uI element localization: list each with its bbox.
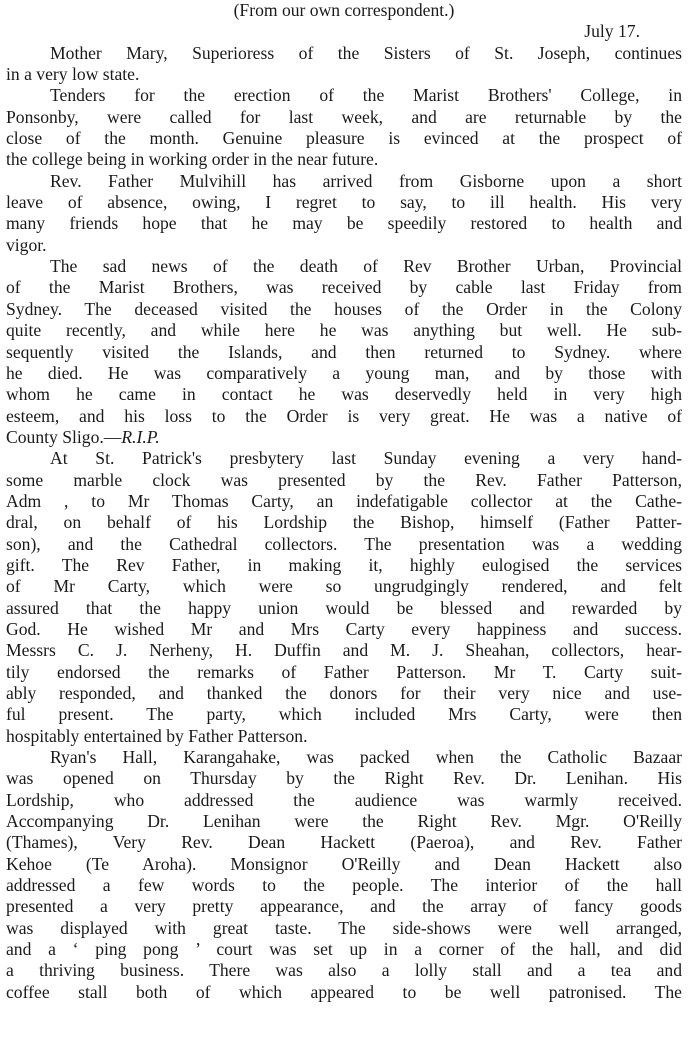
text-line: God. He wished Mr and Mrs Carty every happiness and success. <box>6 618 682 639</box>
paragraph-marist-college-tenders <box>6 85 682 170</box>
text-line: Ryan's Hall, Karangahake, was packed when the Catholic Bazaar <box>50 747 682 768</box>
text-line: hospitably entertained by Father Patterson. <box>6 725 308 746</box>
closing-text: County Sligo.— <box>6 426 122 447</box>
text-line: was opened on Thursday by the Right Rev. Dr. Lenihan. His <box>6 768 682 789</box>
text-line: he died. He was comparatively a young man, and by those with <box>6 362 682 383</box>
text-line: Rev. Father Mulvihill has arrived from Gisborne upon a short <box>50 170 682 191</box>
text-line: Ponsonby, were called for last week, and are returnable by the <box>6 106 682 127</box>
text-line: dral, on behalf of his Lordship the Bishop, himself (Father Patter- <box>6 512 682 533</box>
text-line: the college being in working order in the near future. <box>6 149 379 170</box>
text-line: ably responded, and thanked the donors for their very nice and use- <box>6 683 682 703</box>
newspaper-column <box>6 0 682 1003</box>
text-line: ful present. The party, which included Mrs Carty, were then <box>6 704 682 725</box>
paragraph-sisters-of-st-joseph <box>6 43 682 86</box>
text-line: and a ‘ ping pong ’ court was set up in a corner of the hall, and did <box>6 939 682 960</box>
paragraph-brother-urban-obituary <box>6 256 682 448</box>
text-line: vigor. <box>6 234 47 255</box>
text-line: coffee stall both of which appeared to be well patronised. The <box>6 981 682 1002</box>
paragraph-father-mulvihill <box>6 171 682 256</box>
text-line <box>6 427 682 448</box>
text-line: Lordship, who addressed the audience was warmly received. <box>6 789 682 810</box>
dateline: July 17. <box>584 21 640 42</box>
text-line: Kehoe (Te Aroha). Monsignor O'Reilly and Dean Hackett also <box>6 853 682 874</box>
text-line: in a very low state. <box>6 64 140 85</box>
text-line: gift. The Rev Father, in making it, highly eulogised the services <box>6 554 682 575</box>
text-line: whom he came in contact he was deservedly held in very high <box>6 384 682 405</box>
paragraph-clock-presentation <box>6 448 682 747</box>
text-line: many friends hope that he may be speedily restored to health and <box>6 213 682 234</box>
text-line: presented a very pretty appearance, and the array of fancy goods <box>6 896 682 917</box>
text-line: son), and the Cathedral collectors. The presentation was a wedding <box>6 533 682 554</box>
paragraph-karangahake-bazaar <box>6 747 682 1003</box>
text-line: Sydney. The deceased visited the houses of the Order in the Colony <box>6 298 682 319</box>
text-line: The sad news of the death of Rev Brother Urban, Provincial <box>50 256 682 277</box>
text-line: Accompanying Dr. Lenihan were the Right Rev. Mgr. O'Reilly <box>6 811 682 832</box>
text-line: (Thames), Very Rev. Dean Hackett (Paeroa), and Rev. Father <box>6 832 682 853</box>
text-line: of the Marist Brothers, was received by cable last Friday from <box>6 277 682 298</box>
text-line: leave of absence, owing, I regret to say, to ill health. His very <box>6 192 682 213</box>
text-line: close of the month. Genuine pleasure is evinced at the prospect of <box>6 128 682 149</box>
text-line: Tenders for the erection of the Marist Brothers' College, in <box>50 85 682 106</box>
text-line: some marble clock was presented by the Rev. Father Patterson, <box>6 469 682 490</box>
rip-italic: R.I.P. <box>121 426 160 447</box>
text-line: assured that the happy union would be blessed and rewarded by <box>6 597 682 618</box>
text-line: Mother Mary, Superioress of the Sisters of St. Joseph, continues <box>50 42 682 63</box>
text-line: Messrs C. J. Nerheny, H. Duffin and M. J. Sheahan, collectors, hear- <box>6 640 682 661</box>
text-line: sequently visited the Islands, and then returned to Sydney. where <box>6 341 682 362</box>
text-line: tily endorsed the remarks of Father Patterson. Mr T. Carty suit- <box>6 661 682 682</box>
text-line: was displayed with great taste. The side-shows were well arranged, <box>6 917 682 938</box>
text-line: addressed a few words to the people. The interior of the hall <box>6 875 682 896</box>
text-line: At St. Patrick's presbytery last Sunday evening a very hand- <box>50 448 682 469</box>
byline: (From our own correspondent.) <box>233 0 455 20</box>
text-line: quite recently, and while here he was anything but well. He sub- <box>6 320 682 341</box>
text-line: Adm , to Mr Thomas Carty, an indefatigable collector at the Cathe- <box>6 490 682 511</box>
text-line: a thriving business. There was also a lolly stall and a tea and <box>6 960 682 981</box>
text-line: of Mr Carty, which were so ungrudgingly rendered, and felt <box>6 576 682 597</box>
text-line: esteem, and his loss to the Order is very great. He was a native of <box>6 405 682 426</box>
